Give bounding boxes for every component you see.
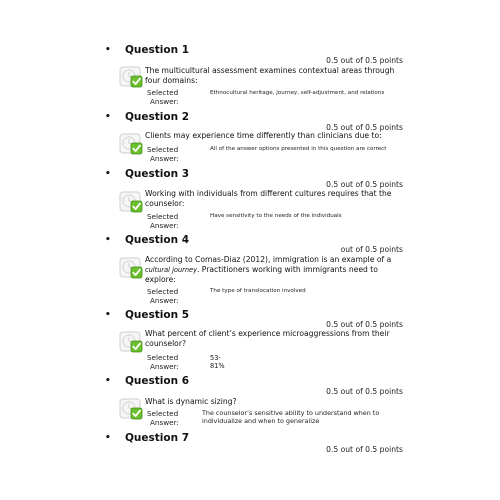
correct-check-icon xyxy=(119,331,143,353)
question-3-text: Working with individuals from different cultures requires that the counselor: xyxy=(145,189,392,208)
question-4-text: According to Comas-Diaz (2012), immigration is an example of a cultural journey. Practitioners working with immigrants need to explore: xyxy=(145,255,392,284)
italic-term: cultural journey xyxy=(145,265,197,274)
question-3-points: 0.5 out of 0.5 points xyxy=(326,180,403,189)
question-title: Question 1 xyxy=(125,44,190,56)
question-title: Question 2 xyxy=(125,111,190,123)
question-6-points: 0.5 out of 0.5 points xyxy=(326,387,403,396)
question-6-text: What is dynamic sizing? xyxy=(145,397,237,406)
question-3-answer: Have sensitivity to the needs of the individuals xyxy=(210,213,342,219)
selected-answer-label: Selected Answer: xyxy=(147,287,179,305)
question-title: Question 4 xyxy=(125,234,190,246)
question-1-answer: Ethnocultural heritage, journey, self-adjustment, and relations xyxy=(210,90,385,96)
correct-check-icon xyxy=(119,133,143,155)
question-2-points: 0.5 out of 0.5 points xyxy=(326,123,403,132)
bullet: • xyxy=(105,112,111,122)
bullet: • xyxy=(105,433,111,443)
correct-check-icon xyxy=(119,191,143,213)
bullet: • xyxy=(105,169,111,179)
question-title: Question 3 xyxy=(125,168,190,180)
question-title: Question 7 xyxy=(125,432,190,444)
question-4-points: out of 0.5 points xyxy=(340,245,403,254)
question-2-answer: All of the answer options presented in this question are correct xyxy=(210,146,387,152)
question-6-answer: The counselor’s sensitive ability to understand when to individualize and when to generalize xyxy=(202,409,380,425)
correct-check-icon xyxy=(119,66,143,88)
question-4-answer: The type of translocation involved xyxy=(210,288,306,294)
bullet: • xyxy=(105,235,111,245)
question-5-points: 0.5 out of 0.5 points xyxy=(326,320,403,329)
question-1-text: The multicultural assessment examines contextual areas through four domains: xyxy=(145,66,395,85)
bullet: • xyxy=(105,376,111,386)
question-title: Question 5 xyxy=(125,309,190,321)
question-5-answer: 53- 81% xyxy=(210,354,225,371)
bullet: • xyxy=(105,310,111,320)
bullet: • xyxy=(105,45,111,55)
question-7-points: 0.5 out of 0.5 points xyxy=(326,445,403,454)
question-title: Question 6 xyxy=(125,375,190,387)
selected-answer-label: Selected Answer: xyxy=(147,212,179,230)
selected-answer-label: Selected Answer: xyxy=(147,353,179,371)
selected-answer-label: Selected Answer: xyxy=(147,88,179,106)
selected-answer-label: Selected Answer: xyxy=(147,409,179,427)
question-1-points: 0.5 out of 0.5 points xyxy=(326,56,403,65)
correct-check-icon xyxy=(119,257,143,279)
selected-answer-label: Selected Answer: xyxy=(147,145,179,163)
question-2-text: Clients may experience time differently than clinicians due to: xyxy=(145,131,382,140)
question-5-text: What percent of client’s experience microaggressions from their counselor? xyxy=(145,329,390,348)
correct-check-icon xyxy=(119,398,143,420)
